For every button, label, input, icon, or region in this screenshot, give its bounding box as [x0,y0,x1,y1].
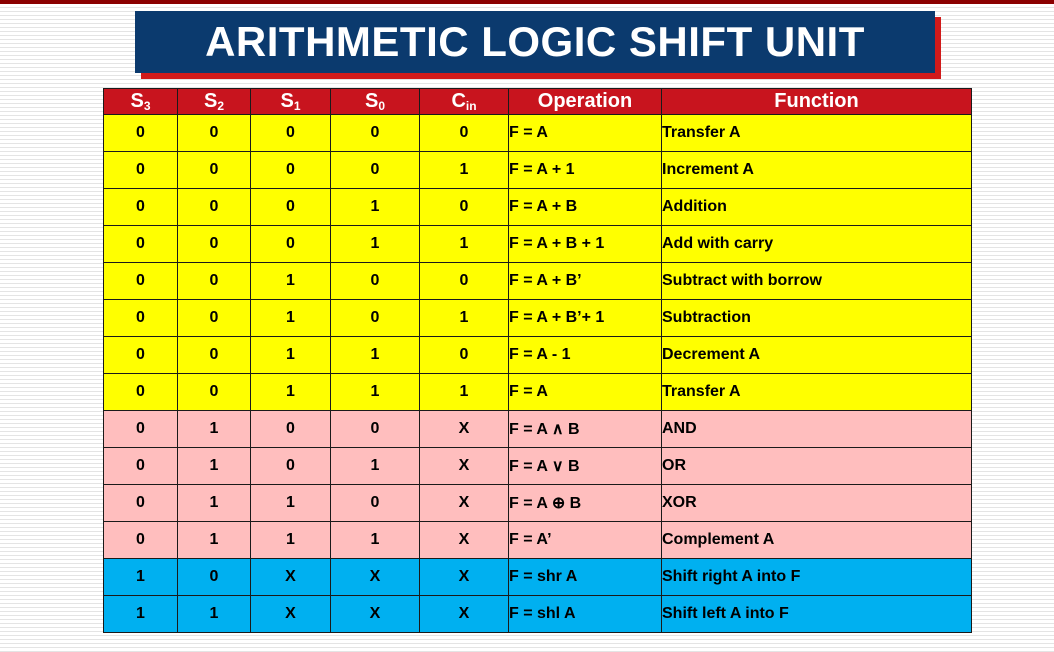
s1-cell: 1 [251,300,331,337]
s2-cell: 0 [178,263,251,300]
s1-cell: 0 [251,411,331,448]
s0-cell: 1 [331,374,420,411]
s2-cell: 0 [178,152,251,189]
s0-cell: 0 [331,263,420,300]
table-row [104,300,972,337]
s0-cell: 0 [331,300,420,337]
s2-cell: 0 [178,115,251,152]
cin-cell: X [420,485,509,522]
cin-cell: 1 [420,374,509,411]
table-row [104,337,972,374]
s3-cell: 1 [104,596,178,633]
function-cell: Subtraction [662,300,972,337]
s3-cell: 0 [104,300,178,337]
table-row [104,485,972,522]
s2-cell: 0 [178,226,251,263]
column-header-label: S [280,90,294,112]
operation-cell: F = A + B’ [509,263,662,300]
function-cell: Addition [662,189,972,226]
function-cell: Decrement A [662,337,972,374]
column-header-s3 [104,89,178,115]
column-header-subscript: 0 [378,99,386,113]
table-row [104,115,972,152]
s1-cell: 1 [251,374,331,411]
function-cell: OR [662,448,972,485]
table-row [104,559,972,596]
column-header-label: S [130,90,144,112]
table-row [104,226,972,263]
s0-cell: 1 [331,448,420,485]
s2-cell: 0 [178,374,251,411]
cin-cell: X [420,559,509,596]
column-header-s0 [331,89,420,115]
function-cell: AND [662,411,972,448]
s0-cell: X [331,559,420,596]
s3-cell: 0 [104,263,178,300]
column-header-label: S [364,90,379,112]
function-cell: XOR [662,485,972,522]
operation-cell: F = A + B + 1 [509,226,662,263]
s2-cell: 1 [178,522,251,559]
s3-cell: 0 [104,411,178,448]
s0-cell: 0 [331,115,420,152]
operation-cell: F = A + B [509,189,662,226]
column-header-subscript: 1 [293,99,301,113]
cin-cell: X [420,448,509,485]
s1-cell: 0 [251,226,331,263]
operation-cell: F = shl A [509,596,662,633]
function-cell: Complement A [662,522,972,559]
s2-cell: 1 [178,485,251,522]
operation-cell: F = A ∨ B [509,448,662,485]
s3-cell: 1 [104,559,178,596]
column-header-label: S [203,90,218,112]
s1-cell: X [251,559,331,596]
s2-cell: 0 [178,300,251,337]
column-header-cin [420,89,509,115]
cin-cell: 0 [420,263,509,300]
slide-title: ARITHMETIC LOGIC SHIFT UNIT [135,11,935,73]
column-header-s2 [178,89,251,115]
s3-cell: 0 [104,448,178,485]
function-cell: Transfer A [662,115,972,152]
s1-cell: 1 [251,485,331,522]
operation-cell: F = A + 1 [509,152,662,189]
s2-cell: 1 [178,448,251,485]
s0-cell: 1 [331,337,420,374]
s0-cell: X [331,596,420,633]
s3-cell: 0 [104,374,178,411]
cin-cell: 1 [420,152,509,189]
s3-cell: 0 [104,226,178,263]
column-header-label: Function [774,90,859,112]
table-header-row [104,89,972,115]
table-row [104,263,972,300]
cin-cell: 0 [420,115,509,152]
s0-cell: 1 [331,226,420,263]
table-row [104,448,972,485]
s3-cell: 0 [104,115,178,152]
s1-cell: 1 [251,263,331,300]
table-row [104,189,972,226]
table-row [104,374,972,411]
s1-cell: 1 [251,522,331,559]
operation-cell: F = A - 1 [509,337,662,374]
function-cell: Add with carry [662,226,972,263]
s3-cell: 0 [104,189,178,226]
s0-cell: 1 [331,522,420,559]
operation-cell: F = shr A [509,559,662,596]
s1-cell: 0 [251,448,331,485]
function-cell: Shift right A into F [662,559,972,596]
function-cell: Transfer A [662,374,972,411]
s3-cell: 0 [104,485,178,522]
column-header-label: C [451,90,466,112]
s2-cell: 1 [178,411,251,448]
table-row [104,522,972,559]
s1-cell: 1 [251,337,331,374]
cin-cell: X [420,411,509,448]
operation-cell: F = A + B’+ 1 [509,300,662,337]
s1-cell: 0 [251,115,331,152]
column-header-subscript: 2 [217,99,225,113]
operation-cell: F = A [509,115,662,152]
s2-cell: 0 [178,337,251,374]
column-header-s1 [251,89,331,115]
s2-cell: 1 [178,596,251,633]
cin-cell: 1 [420,300,509,337]
operation-cell: F = A ∧ B [509,411,662,448]
cin-cell: 0 [420,189,509,226]
s1-cell: 0 [251,189,331,226]
function-cell: Shift left A into F [662,596,972,633]
s2-cell: 0 [178,189,251,226]
cin-cell: 0 [420,337,509,374]
column-header-subscript: 3 [143,99,151,113]
s2-cell: 0 [178,559,251,596]
s1-cell: X [251,596,331,633]
alu-function-table [103,88,972,633]
table-row [104,411,972,448]
column-header-subscript: in [465,99,477,113]
s0-cell: 0 [331,411,420,448]
table-row [104,152,972,189]
column-header-operation [509,89,662,115]
s0-cell: 1 [331,189,420,226]
s3-cell: 0 [104,152,178,189]
function-cell: Subtract with borrow [662,263,972,300]
s0-cell: 0 [331,485,420,522]
cin-cell: 1 [420,226,509,263]
top-rule [0,0,1054,4]
function-cell: Increment A [662,152,972,189]
column-header-function [662,89,972,115]
cin-cell: X [420,596,509,633]
table-row [104,596,972,633]
cin-cell: X [420,522,509,559]
s0-cell: 0 [331,152,420,189]
s3-cell: 0 [104,522,178,559]
s1-cell: 0 [251,152,331,189]
operation-cell: F = A’ [509,522,662,559]
operation-cell: F = A [509,374,662,411]
s3-cell: 0 [104,337,178,374]
column-header-label: Operation [537,90,633,112]
operation-cell: F = A ⊕ B [509,485,662,522]
